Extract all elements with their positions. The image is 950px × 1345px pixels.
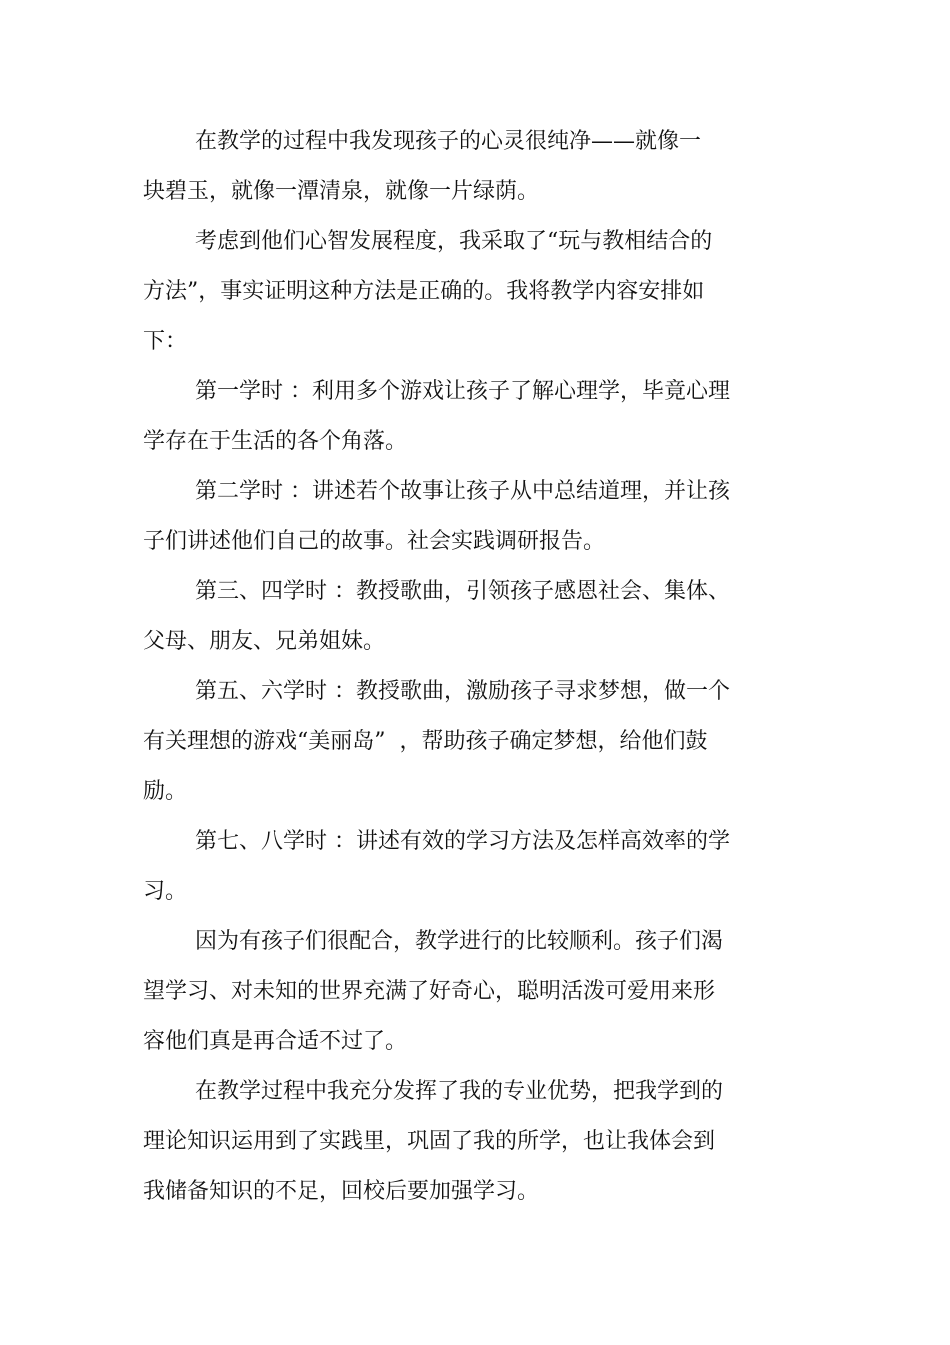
paragraph-line: 下： (143, 329, 188, 354)
paragraph-line: 第一学时 ：利用多个游戏让孩子了解心理学，毕竟心理 (195, 379, 730, 404)
paragraph-line: 理论知识运用到了实践里，巩固了我的所学，也让我体会到 (143, 1129, 716, 1154)
paragraph-line: 子们讲述他们自己的故事。社会实践调研报告。 (143, 529, 606, 554)
paragraph-line: 我储备知识的不足，回校后要加强学习。 (143, 1179, 540, 1204)
paragraph-line: 第七、八学时 ：讲述有效的学习方法及怎样高效率的学 (195, 829, 730, 854)
paragraph-line: 学存在于生活的各个角落。 (143, 429, 408, 454)
paragraph-line: 父母、朋友、兄弟姐妹。 (143, 629, 386, 654)
paragraph-line: 有关理想的游戏“美丽岛” ，帮助孩子确定梦想，给他们鼓 (143, 729, 708, 754)
paragraph-line: 在教学的过程中我发现孩子的心灵很纯净——就像一 (195, 129, 702, 154)
paragraph-line: 第二学时 ：讲述若个故事让孩子从中总结道理，并让孩 (195, 479, 730, 504)
paragraph-line: 考虑到他们心智发展程度，我采取了“玩与教相结合的 (195, 229, 713, 254)
paragraph-line: 在教学过程中我充分发挥了我的专业优势，把我学到的 (195, 1079, 724, 1104)
paragraph-line: 块碧玉，就像一潭清泉，就像一片绿荫。 (143, 179, 540, 204)
paragraph-line: 容他们真是再合适不过了。 (143, 1029, 408, 1054)
paragraph-line: 因为有孩子们很配合，教学进行的比较顺利。孩子们渴 (195, 929, 724, 954)
paragraph-line: 第五、六学时 ：教授歌曲，激励孩子寻求梦想，做一个 (195, 679, 730, 704)
paragraph-line: 习。 (143, 879, 188, 904)
paragraph-line: 第三、四学时 ：教授歌曲，引领孩子感恩社会、集体、 (195, 579, 730, 604)
paragraph-line: 方法”，事实证明这种方法是正确的。我将教学内容安排如 (143, 279, 705, 304)
paragraph-line: 励。 (143, 779, 188, 804)
paragraph-line: 望学习、对未知的世界充满了好奇心，聪明活泼可爱用来形 (143, 979, 716, 1004)
